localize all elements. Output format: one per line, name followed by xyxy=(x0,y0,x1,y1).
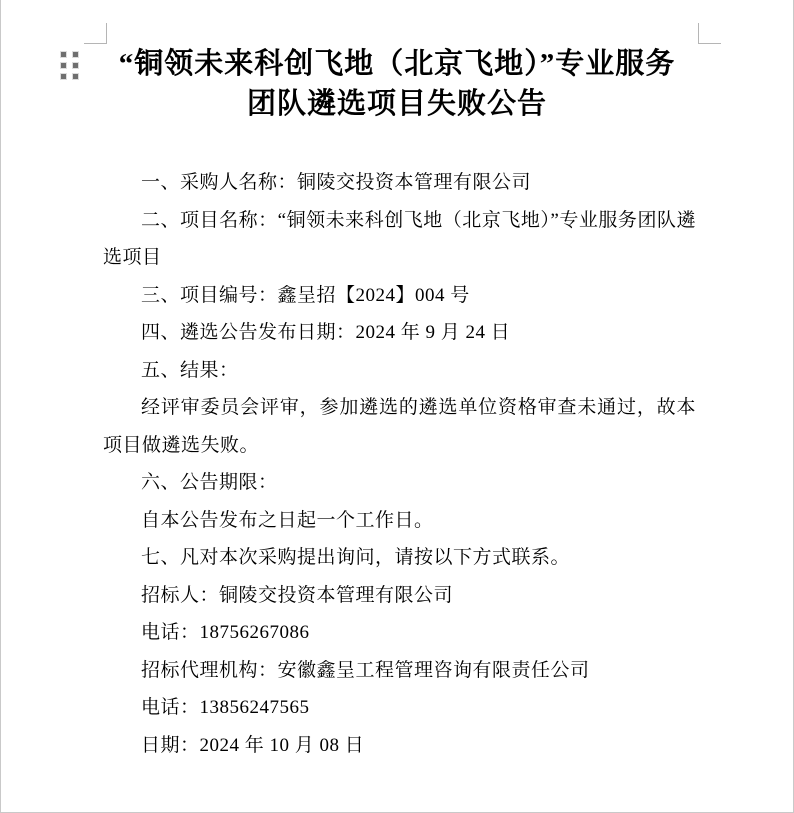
agency-name-paragraph: 招标代理机构：安徽鑫呈工程管理咨询有限责任公司 xyxy=(141,659,590,681)
document-title-line-2: 团队遴选项目失败公告 xyxy=(246,88,547,120)
document-body xyxy=(103,164,696,764)
agency-phone-paragraph: 电话：13856247565 xyxy=(141,697,310,718)
document-title xyxy=(1,0,793,124)
drag-handle-dot xyxy=(61,63,66,68)
tenderee-phone-paragraph: 电话：18756267086 xyxy=(141,622,310,643)
top-right-margin-crop-mark-icon xyxy=(698,23,721,44)
drag-handle-dot xyxy=(61,74,66,79)
drag-handle-dot xyxy=(73,63,78,68)
project-name-paragraph: 二、项目名称：“铜领未来科创飞地（北京飞地）”专业服务团队遴选项目 xyxy=(103,209,696,268)
contact-instruction-paragraph: 七、凡对本次采购提出询问，请按以下方式联系。 xyxy=(141,547,571,568)
top-left-margin-crop-mark-icon xyxy=(84,23,107,44)
drag-handle-dot xyxy=(73,52,78,57)
notice-period-heading-paragraph: 六、公告期限： xyxy=(141,472,278,493)
drag-handle-dot xyxy=(61,52,66,57)
announcement-date-paragraph: 四、遴选公告发布日期：2024 年 9 月 24 日 xyxy=(141,322,511,343)
drag-handle-dot xyxy=(73,74,78,79)
publish-date-paragraph: 日期：2024 年 10 月 08 日 xyxy=(141,734,365,756)
tenderee-name-paragraph: 招标人：铜陵交投资本管理有限公司 xyxy=(141,584,454,606)
notice-period-detail-paragraph: 自本公告发布之日起一个工作日。 xyxy=(141,509,434,531)
drag-handle-icon[interactable] xyxy=(61,52,78,79)
project-number-paragraph: 三、项目编号：鑫呈招【2024】004 号 xyxy=(141,284,470,306)
result-heading-paragraph: 五、结果： xyxy=(141,359,239,381)
result-detail-paragraph: 经评审委员会评审，参加遴选的遴选单位资格审查未通过，故本项目做遴选失败。 xyxy=(103,397,696,456)
purchaser-name-paragraph: 一、采购人名称：铜陵交投资本管理有限公司 xyxy=(141,172,532,193)
document-title-line-1: “铜领未来科创飞地（北京飞地）”专业服务 xyxy=(118,48,676,80)
